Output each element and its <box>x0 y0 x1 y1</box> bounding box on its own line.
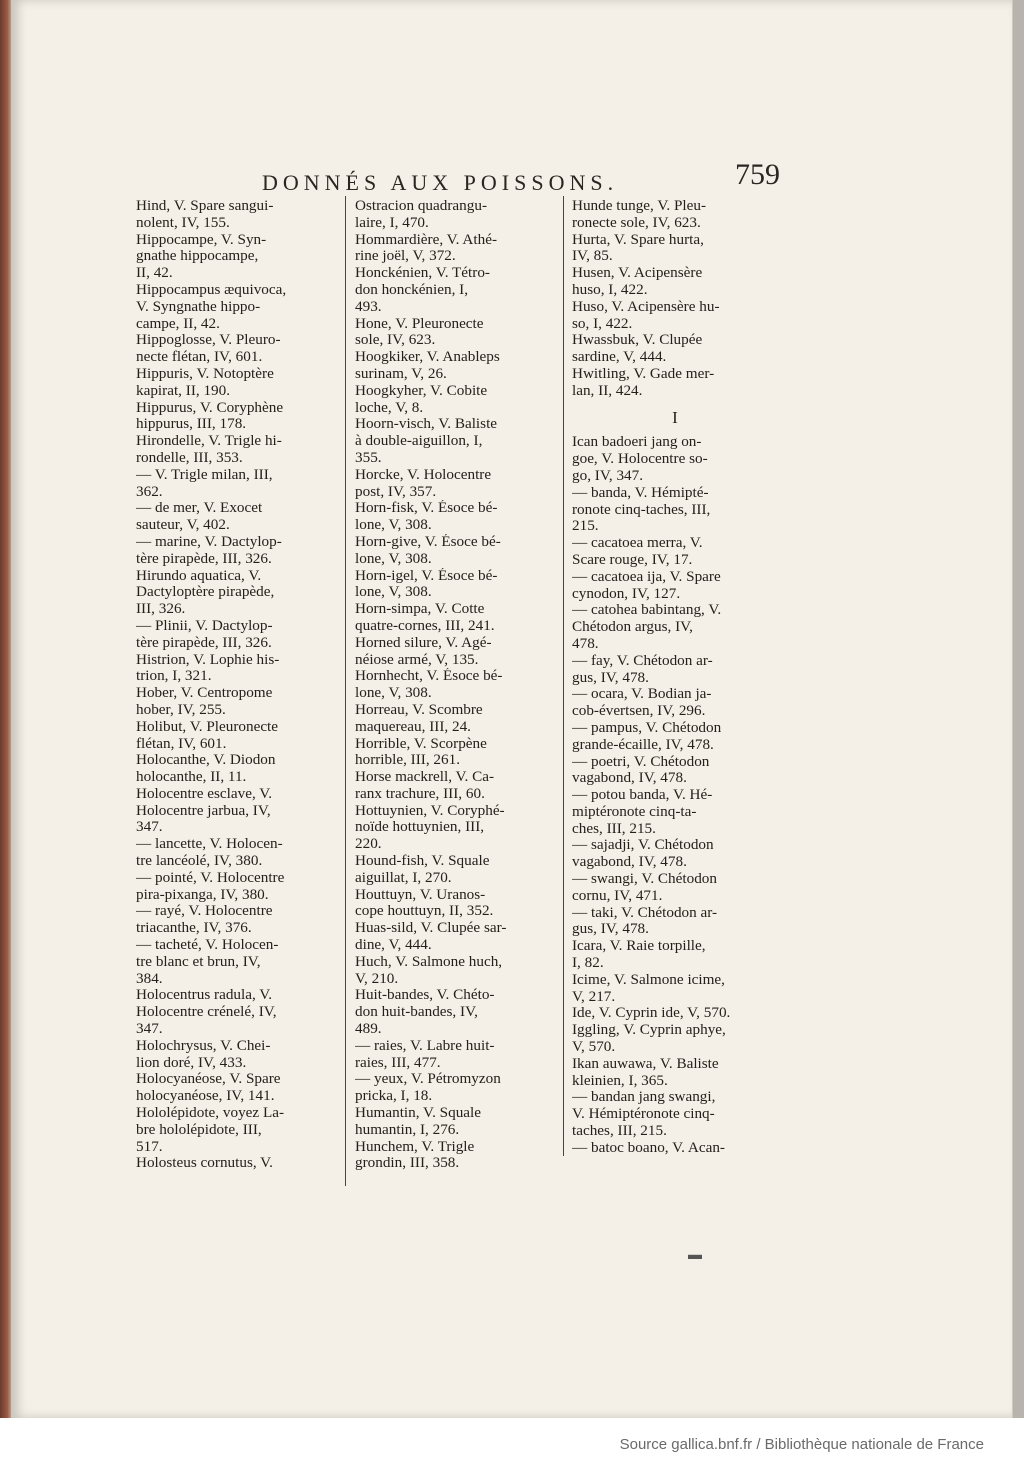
index-line: Hippurus, V. Coryphène <box>136 399 284 416</box>
index-line: maquereau, III, 24. <box>355 718 471 735</box>
index-line: — poetri, V. Chétodon <box>572 753 710 770</box>
index-line: gnathe hippocampe, <box>136 248 259 265</box>
index-line: 517. <box>136 1138 163 1155</box>
index-line: Holocentre esclave, V. <box>136 785 273 802</box>
index-line: humantin, I, 276. <box>355 1121 460 1138</box>
index-line: sardine, V, 444. <box>572 349 667 366</box>
index-line: II, 42. <box>136 265 173 282</box>
page-mark: ▬ <box>688 1248 702 1263</box>
index-line: pricka, I, 18. <box>355 1088 433 1105</box>
index-line: Icara, V. Raie torpille, <box>572 938 706 955</box>
index-line: sole, IV, 623. <box>355 332 436 349</box>
index-line: Hoogkiker, V. Anableps <box>355 349 500 366</box>
index-column-3-top <box>572 198 778 400</box>
index-line: flétan, IV, 601. <box>136 735 227 752</box>
index-line: — batoc boano, V. Acan- <box>572 1139 725 1156</box>
index-line: 493. <box>355 298 382 315</box>
index-line: Hippuris, V. Notoptère <box>136 365 274 382</box>
index-line: horrible, III, 261. <box>355 752 461 769</box>
index-line: triacanthe, IV, 376. <box>136 920 252 937</box>
index-line: Iggling, V. Cyprin aphye, <box>572 1022 726 1039</box>
index-line: 478. <box>572 635 599 652</box>
index-line: Histrion, V. Lophie his- <box>136 651 280 668</box>
index-line: tre lancéolé, IV, 380. <box>136 853 263 870</box>
book-spine <box>0 0 12 1430</box>
index-line: surinam, V, 26. <box>355 365 447 382</box>
index-line: goe, V. Holocentre so- <box>572 451 708 468</box>
index-line: 362. <box>136 483 163 500</box>
index-line: — catohea babintang, V. <box>572 602 722 619</box>
index-line: — Plinii, V. Dactylop- <box>136 617 273 634</box>
index-line: quatre-cornes, III, 241. <box>355 617 495 634</box>
index-line: Ostracion quadrangu- <box>355 198 488 214</box>
index-line: à double-aiguillon, I, <box>355 433 483 450</box>
index-line: tère pirapède, III, 326. <box>136 550 272 567</box>
index-line: Horrible, V. Scorpène <box>355 735 487 752</box>
index-line: Huch, V. Salmone huch, <box>355 953 503 970</box>
index-line: lan, II, 424. <box>572 382 643 399</box>
index-line: néiose armé, V, 135. <box>355 651 479 668</box>
index-line: lone, V, 308. <box>355 685 432 702</box>
index-line: rine joël, V, 372. <box>355 248 456 265</box>
index-line: ronote cinq-taches, III, <box>572 501 711 518</box>
index-line: — taki, V. Chétodon ar- <box>572 904 718 921</box>
index-line: cynodon, IV, 127. <box>572 585 681 602</box>
index-line: — banda, V. Hémipté- <box>572 484 709 501</box>
index-line: Ikan auwawa, V. Baliste <box>572 1055 719 1072</box>
index-line: Horn-fisk, V. Ésoce bé- <box>355 500 498 517</box>
index-line: hippurus, III, 178. <box>136 416 247 433</box>
index-line: post, IV, 357. <box>355 483 437 500</box>
index-line: 384. <box>136 970 163 987</box>
index-line: grande-écaille, IV, 478. <box>572 736 714 753</box>
index-line: Dactyloptère pirapède, <box>136 584 275 601</box>
index-line: vagabond, IV, 478. <box>572 770 687 787</box>
index-line: huso, I, 422. <box>572 281 648 298</box>
index-line: sauteur, V, 402. <box>136 517 230 534</box>
page-header <box>250 158 790 202</box>
index-line: — fay, V. Chétodon ar- <box>572 652 713 669</box>
index-line: III, 326. <box>136 601 186 618</box>
index-line: — ocara, V. Bodian ja- <box>572 686 712 703</box>
index-line: 215. <box>572 518 599 535</box>
index-line: Ican badoeri jang on- <box>572 434 702 451</box>
index-line: Chétodon argus, IV, <box>572 619 693 636</box>
index-line: Houttuyn, V. Uranos- <box>355 886 486 903</box>
index-line: Horned silure, V. Agé- <box>355 634 492 651</box>
index-line: I, 82. <box>572 955 604 972</box>
index-line: Hone, V. Pleuronecte <box>355 315 484 332</box>
index-line: Hommardière, V. Athé- <box>355 231 498 248</box>
index-line: miptéronote cinq-ta- <box>572 803 697 820</box>
index-line: V, 570. <box>572 1039 616 1056</box>
index-line: loche, V, 8. <box>355 399 424 416</box>
index-line: hober, IV, 255. <box>136 701 226 718</box>
index-line: Horn-give, V. Ésoce bé- <box>355 533 501 550</box>
index-line: Hunde tunge, V. Pleu- <box>572 198 707 214</box>
index-line: Hoogkyher, V. Cobite <box>355 382 488 399</box>
index-line: raies, III, 477. <box>355 1054 441 1071</box>
index-line: cornu, IV, 471. <box>572 887 663 904</box>
index-line: Horreau, V. Scombre <box>355 701 483 718</box>
index-line: V, 210. <box>355 970 399 987</box>
index-line: taches, III, 215. <box>572 1123 667 1140</box>
index-line: tère pirapède, III, 326. <box>136 634 272 651</box>
index-line: Hunchem, V. Trigle <box>355 1138 475 1155</box>
index-line: pira-pixanga, IV, 380. <box>136 886 269 903</box>
index-line: IV, 85. <box>572 248 613 265</box>
index-line: bre hololépidote, III, <box>136 1121 262 1138</box>
index-line: Horse mackrell, V. Ca- <box>355 769 495 786</box>
index-line: V, 217. <box>572 988 616 1005</box>
index-line: trion, I, 321. <box>136 668 212 685</box>
index-line: Huso, V. Acipensère hu- <box>572 298 720 315</box>
index-line: Huas-sild, V. Clupée sar- <box>355 920 507 937</box>
index-line: — V. Trigle milan, III, <box>136 466 273 483</box>
index-line: ches, III, 215. <box>572 820 656 837</box>
column-rule-1 <box>345 196 346 1186</box>
index-line: 347. <box>136 1021 163 1038</box>
index-line: — bandan jang swangi, <box>572 1089 716 1106</box>
page-number: 759 <box>735 158 780 191</box>
running-title: DONNÉS AUX POISSONS. <box>262 170 619 195</box>
index-line: — sajadji, V. Chétodon <box>572 837 714 854</box>
index-line: 355. <box>355 449 382 466</box>
index-line: aiguillat, I, 270. <box>355 869 452 886</box>
index-line: Hoorn-visch, V. Baliste <box>355 416 498 433</box>
index-column-3-bottom <box>572 434 778 1156</box>
index-line: kleinien, I, 365. <box>572 1072 668 1089</box>
index-line: Hurta, V. Spare hurta, <box>572 231 704 248</box>
index-column-1 <box>136 198 336 1172</box>
index-line: Hind, V. Spare sangui- <box>136 198 274 214</box>
index-line: Horn-igel, V. Ésoce bé- <box>355 567 498 584</box>
index-line: ronecte sole, IV, 623. <box>572 214 701 231</box>
index-line: Hound-fish, V. Squale <box>355 853 490 870</box>
index-line: — lancette, V. Holocen- <box>136 836 283 853</box>
index-line: lone, V, 308. <box>355 584 432 601</box>
index-line: Husen, V. Acipensère <box>572 265 703 282</box>
index-line: Hippoglosse, V. Pleuro- <box>136 332 281 349</box>
index-line: cob-évertsen, IV, 296. <box>572 703 706 720</box>
index-line: Hirundo aquatica, V. <box>136 567 262 584</box>
index-line: lone, V, 308. <box>355 550 432 567</box>
index-line: — raies, V. Labre huit- <box>355 1037 495 1054</box>
index-line: holocyanéose, IV, 141. <box>136 1088 275 1105</box>
index-line: kapirat, II, 190. <box>136 382 231 399</box>
index-line: 220. <box>355 836 382 853</box>
index-line: Hornhecht, V. Ésoce bé- <box>355 668 503 685</box>
index-line: gus, IV, 478. <box>572 669 649 686</box>
index-line: Humantin, V. Squale <box>355 1105 481 1122</box>
index-line: don huit-bandes, IV, <box>355 1004 478 1021</box>
index-line: lone, V, 308. <box>355 517 432 534</box>
index-line: V. Hémiptéronote cinq- <box>572 1106 715 1123</box>
index-line: — de mer, V. Exocet <box>136 500 263 517</box>
index-line: Ide, V. Cyprin ide, V, 570. <box>572 1005 731 1022</box>
index-line: rondelle, III, 353. <box>136 449 243 466</box>
index-line: holocanthe, II, 11. <box>136 769 247 786</box>
index-line: Huit-bandes, V. Chéto- <box>355 987 495 1004</box>
index-line: — marine, V. Dactylop- <box>136 533 282 550</box>
index-line: — pampus, V. Chétodon <box>572 719 722 736</box>
column-rule-2 <box>563 196 564 1156</box>
index-line: Hippocampus æquivoca, <box>136 281 287 298</box>
index-line: Hober, V. Centropome <box>136 685 273 702</box>
index-line: 347. <box>136 819 163 836</box>
index-column-3 <box>572 198 778 1157</box>
index-line: — cacatoea merra, V. <box>572 535 703 552</box>
index-line: lion doré, IV, 433. <box>136 1054 247 1071</box>
index-line: — potou banda, V. Hé- <box>572 787 713 804</box>
source-credit: Source gallica.bnf.fr / Bibliothèque nationale de France <box>619 1436 984 1453</box>
index-line: Hippocampe, V. Syn- <box>136 231 267 248</box>
index-line: don honckénien, I, <box>355 281 469 298</box>
index-line: — tacheté, V. Holocen- <box>136 937 279 954</box>
index-line: Holocentre jarbua, IV, <box>136 802 271 819</box>
index-line: Horn-simpa, V. Cotte <box>355 601 485 618</box>
index-line: Holocentre crénelé, IV, <box>136 1004 277 1021</box>
index-line: so, I, 422. <box>572 315 633 332</box>
index-line: Hirondelle, V. Trigle hi- <box>136 433 282 450</box>
index-line: — cacatoea ija, V. Spare <box>572 568 721 585</box>
index-line: ranx trachure, III, 60. <box>355 785 485 802</box>
index-line: grondin, III, 358. <box>355 1155 460 1172</box>
index-line: Holocentrus radula, V. <box>136 987 273 1004</box>
index-line: noïde hottuynien, III, <box>355 819 485 836</box>
index-line: Scare rouge, IV, 17. <box>572 551 693 568</box>
index-line: go, IV, 347. <box>572 467 644 484</box>
index-line: Icime, V. Salmone icime, <box>572 971 725 988</box>
index-line: — rayé, V. Holocentre <box>136 903 273 920</box>
index-line: Honckénien, V. Tétro- <box>355 265 490 282</box>
index-line: — pointé, V. Holocentre <box>136 869 285 886</box>
index-line: necte flétan, IV, 601. <box>136 349 263 366</box>
index-line: vagabond, IV, 478. <box>572 854 687 871</box>
index-line: campe, II, 42. <box>136 315 220 332</box>
section-letter: I <box>672 407 678 427</box>
index-line: Hololépidote, voyez La- <box>136 1105 285 1122</box>
index-line: Holocanthe, V. Diodon <box>136 752 276 769</box>
index-line: — swangi, V. Chétodon <box>572 871 717 888</box>
index-line: — yeux, V. Pétromyzon <box>355 1071 501 1088</box>
index-line: tre blanc et brun, IV, <box>136 953 261 970</box>
index-line: Hottuynien, V. Coryphé- <box>355 802 505 819</box>
index-line: Hwitling, V. Gade mer- <box>572 365 715 382</box>
index-line: Hwassbuk, V. Clupée <box>572 332 703 349</box>
index-line: dine, V, 444. <box>355 937 432 954</box>
index-line: Holocyanéose, V. Spare <box>136 1071 281 1088</box>
index-line: V. Syngnathe hippo- <box>136 298 261 315</box>
index-line: gus, IV, 478. <box>572 921 649 938</box>
index-line: Holosteus cornutus, V. <box>136 1155 273 1172</box>
index-column-2 <box>355 198 555 1172</box>
index-line: 489. <box>355 1021 382 1038</box>
index-line: cope houttuyn, II, 352. <box>355 903 494 920</box>
index-line: nolent, IV, 155. <box>136 214 230 231</box>
index-line: Holibut, V. Pleuronecte <box>136 718 279 735</box>
index-line: Holochrysus, V. Chei- <box>136 1037 271 1054</box>
index-line: laire, I, 470. <box>355 214 429 231</box>
index-line: Horcke, V. Holocentre <box>355 466 492 483</box>
